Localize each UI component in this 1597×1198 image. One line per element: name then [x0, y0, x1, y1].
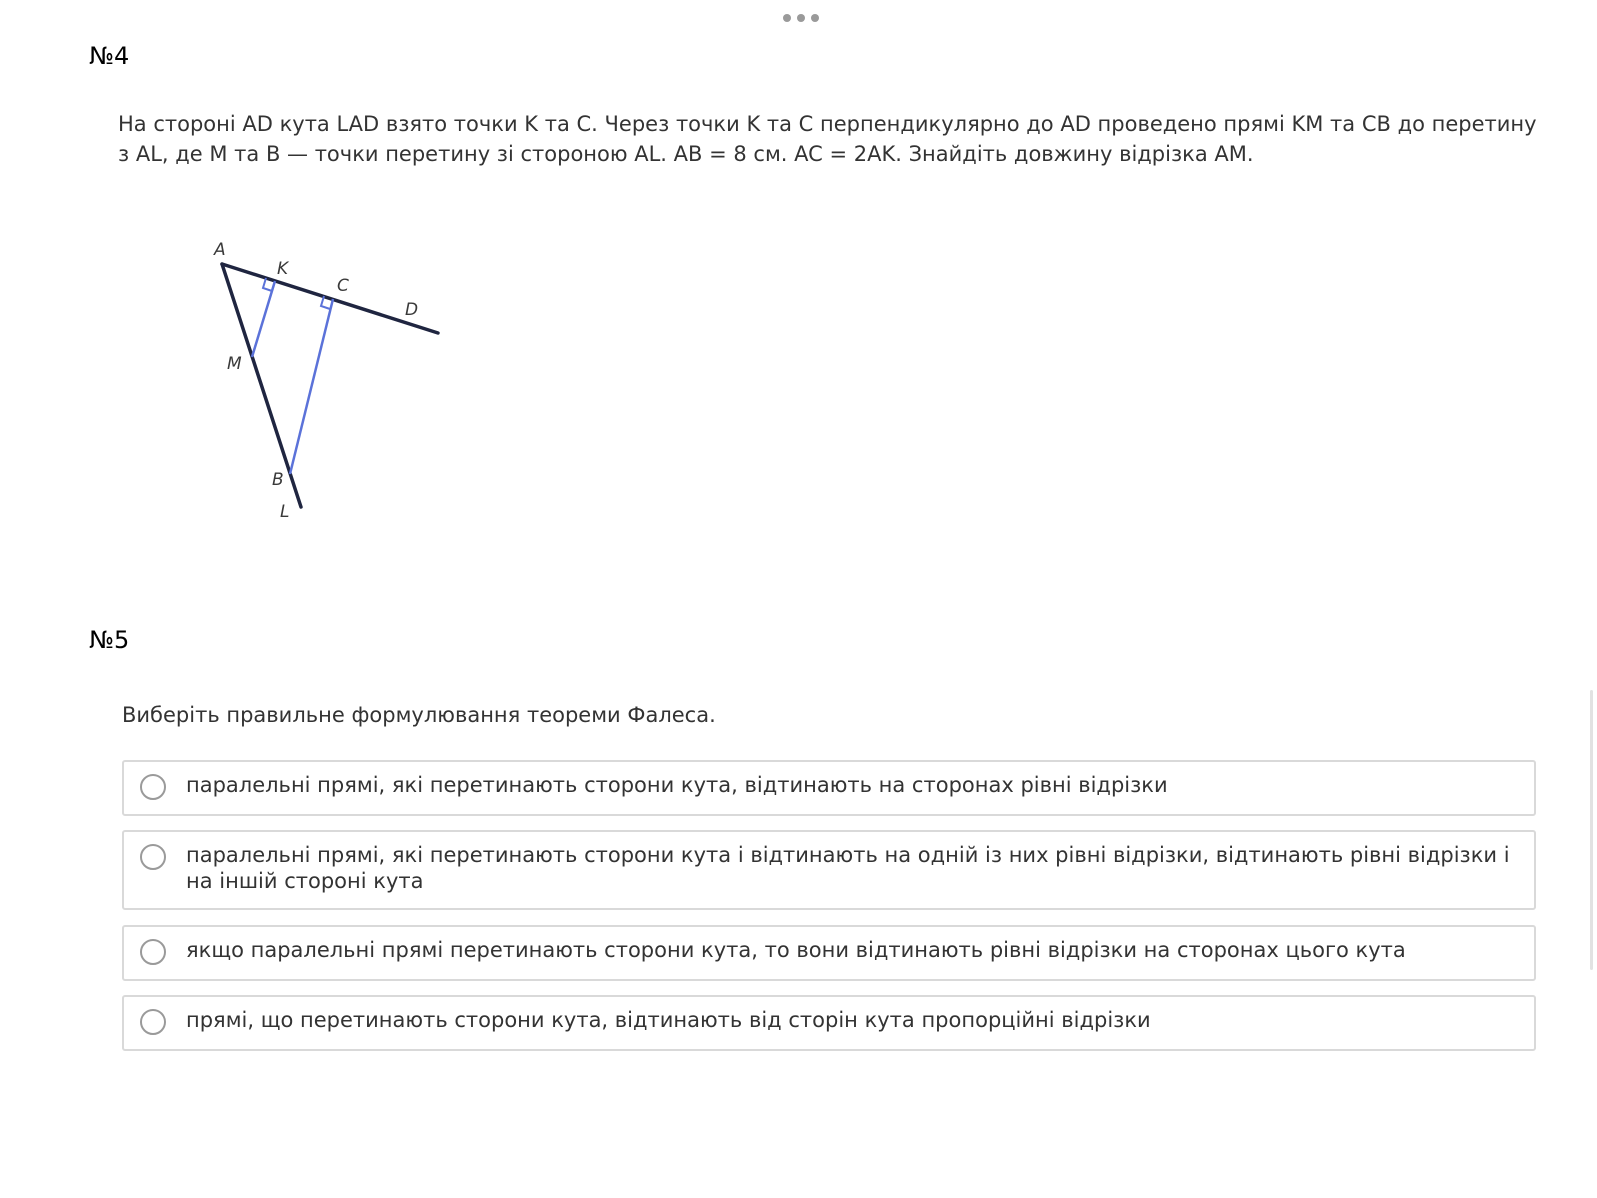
answer-option[interactable] [122, 830, 1536, 910]
dot-icon [811, 14, 819, 22]
radio-button[interactable] [140, 1009, 166, 1035]
answer-option-label: паралельні прямі, які перетинають сторони кута і відтинають на одній із них рівні відрізки, відтинають рівні відрізки і на іншій стороні кута [186, 843, 1510, 893]
label-b: B [272, 470, 284, 490]
radio-button[interactable] [140, 774, 166, 800]
dot-icon [797, 14, 805, 22]
answer-option-label: прямі, що перетинають сторони кута, відтинають від сторін кута пропорційні відрізки [186, 1008, 1151, 1032]
label-m: M [227, 354, 242, 374]
answer-option-label: паралельні прямі, які перетинають сторони кута, відтинають на сторонах рівні відрізки [186, 773, 1168, 797]
side-al [222, 264, 301, 507]
label-l: L [280, 502, 290, 522]
segment-cb [290, 299, 333, 474]
scrollbar[interactable] [1590, 690, 1593, 970]
geometry-figure [200, 235, 460, 535]
answer-option-label: якщо паралельні прямі перетинають сторони кута, то вони відтинають рівні відрізки на сторонах цього кута [186, 938, 1406, 962]
task-question: Виберіть правильне формулювання теореми Фалеса. [122, 703, 716, 727]
answer-option[interactable] [122, 995, 1536, 1051]
task-question: На стороні AD кута LAD взято точки K та C. Через точки K та C перпендикулярно до AD проведено прямі KM та CB до перетину з AL, де M та B — точки перетину зі стороною AL. AB = 8 см. AC = 2AK. Знайдіть довжину відрізка AM. [118, 112, 1537, 166]
label-a: A [214, 240, 226, 260]
task-number: №4 [89, 42, 130, 70]
label-d: D [405, 300, 419, 320]
segment-km [252, 281, 275, 357]
drag-handle-icon[interactable] [783, 13, 819, 23]
side-ad [222, 264, 438, 333]
task-number: №5 [89, 626, 130, 654]
answer-option[interactable] [122, 925, 1536, 981]
dot-icon [783, 14, 791, 22]
radio-button[interactable] [140, 844, 166, 870]
answer-option[interactable] [122, 760, 1536, 816]
label-k: K [277, 259, 289, 279]
label-c: C [337, 276, 349, 296]
radio-button[interactable] [140, 939, 166, 965]
